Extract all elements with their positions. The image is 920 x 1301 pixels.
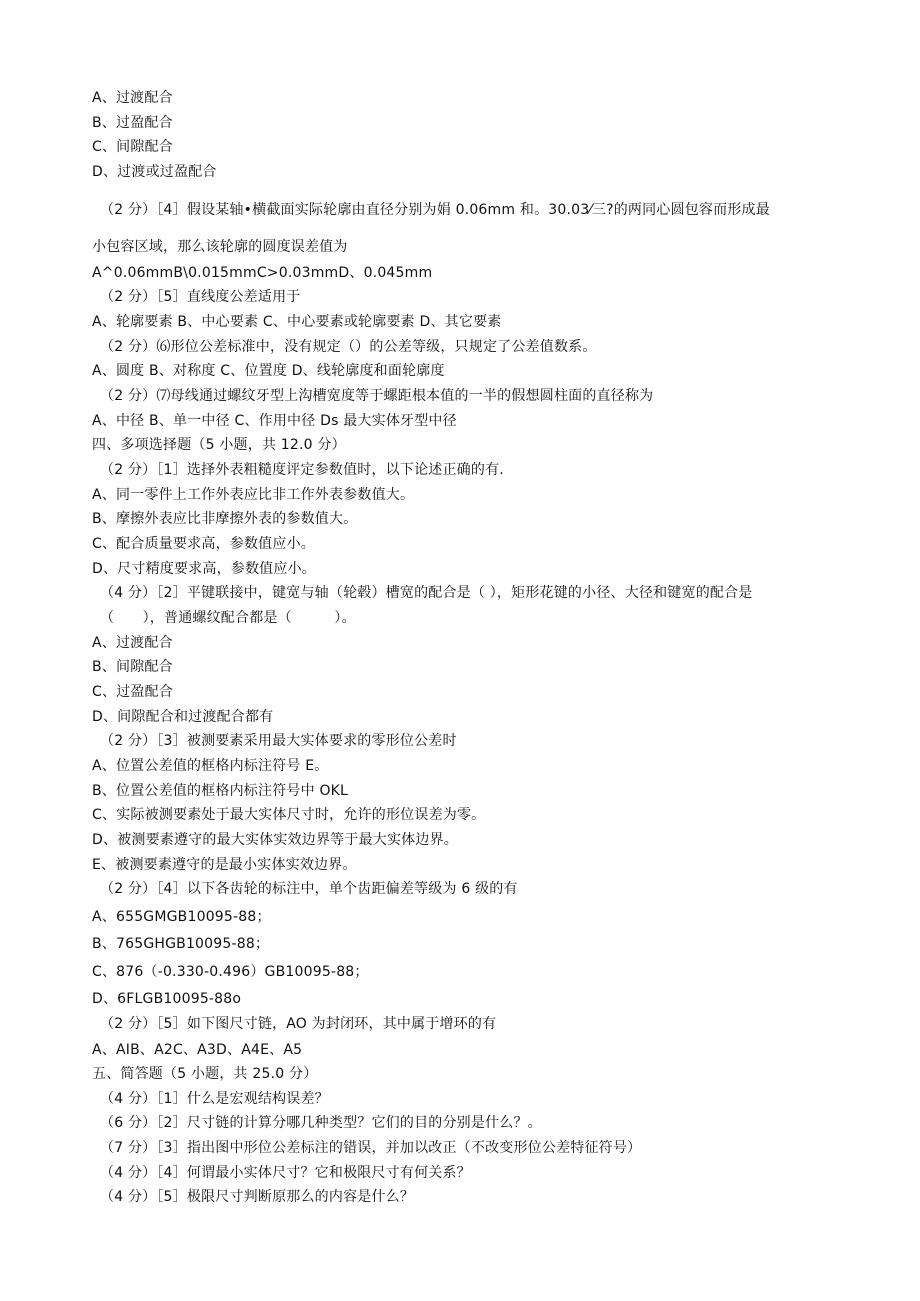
question-max-material: （2 分）［3］被测要素采用最大实体要求的零形位公差时 <box>100 733 457 749</box>
question-roughness: （2 分）［1］选择外表粗糙度评定参数值时，以下论述正确的有. <box>100 462 504 478</box>
option-c-clearance-fit: C、间隙配合 <box>92 139 173 155</box>
short-answer-4: （4 分）［4］何谓最小实体尺寸？它和极限尺寸有何关系？ <box>100 1165 471 1181</box>
question-gear-tolerance: （2 分）［4］以下各齿轮的标注中，单个齿距偏差等级为 6 级的有 <box>100 881 518 897</box>
gear-option-d: D、6FLGB10095-88o <box>92 991 242 1007</box>
roughness-option-d: D、尺寸精度要求高，参数值应小。 <box>92 561 316 577</box>
question-straightness: （2 分）［5］直线度公差适用于 <box>100 289 301 305</box>
question-thread-diameter: （2 分）⑺母线通过螺纹牙型上沟槽宽度等于螺距根本值的一半的假想圆柱面的直径称为 <box>100 388 654 404</box>
key-fit-option-c: C、过盈配合 <box>92 684 173 700</box>
straightness-options: A、轮廓要素 B、中心要素 C、中心要素或轮廓要素 D、其它要素 <box>92 314 502 330</box>
max-material-option-b: B、位置公差值的框格内标注符号中 OKL <box>92 783 349 799</box>
question-key-fit-cont: （ ），普通螺纹配合都是（ ）。 <box>100 610 356 626</box>
max-material-option-a: A、位置公差值的框格内标注符号 E。 <box>92 758 329 774</box>
question-tolerance-grade: （2 分）⑹形位公差标准中，没有规定（）的公差等级，只规定了公差值数系。 <box>100 339 597 355</box>
max-material-option-e: E、被测要素遵守的是最小实体实效边界。 <box>92 857 357 873</box>
option-a-transition-fit: A、过渡配合 <box>92 90 173 106</box>
gear-option-c: C、876（-0.330-0.496）GB10095-88； <box>92 964 369 980</box>
question-dimension-chain: （2 分）［5］如下图尺寸链，AO 为封闭环，其中属于增环的有 <box>100 1016 497 1032</box>
key-fit-option-a: A、过渡配合 <box>92 635 173 651</box>
max-material-option-c: C、实际被测要素处于最大实体尺寸时，允许的形位误差为零。 <box>92 807 486 823</box>
key-fit-option-b: B、间隙配合 <box>92 659 173 675</box>
thread-diameter-options: A、中径 B、单一中径 C、作用中径 Ds 最大实体牙型中径 <box>92 413 457 429</box>
short-answer-3: （7 分）［3］指出图中形位公差标注的错误，并加以改正（不改变形位公差特征符号） <box>100 1140 642 1156</box>
roughness-option-a: A、同一零件上工作外表应比非工作外表参数值大。 <box>92 487 415 503</box>
question-roundness-error-cont: 小包容区域，那么该轮廓的圆度误差值为 <box>92 239 348 255</box>
roughness-option-c: C、配合质量要求高，参数值应小。 <box>92 536 315 552</box>
roundness-options: A^0.06mmB\0.015mmC>0.03mmD、0.045mm <box>92 265 433 281</box>
option-d-transition-or-interference: D、过渡或过盈配合 <box>92 164 217 180</box>
gear-option-a: A、655GMGB10095-88； <box>92 909 271 925</box>
short-answer-5: （4 分）［5］极限尺寸判断原那么的内容是什么？ <box>100 1189 415 1205</box>
key-fit-option-d: D、间隙配合和过渡配合都有 <box>92 709 274 725</box>
dimension-chain-options: A、AIB、A2C、A3D、A4E、A5 <box>92 1042 303 1058</box>
section-multiple-choice: 四、多项选择题（5 小题，共 12.0 分） <box>92 437 346 453</box>
max-material-option-d: D、被测要素遵守的最大实体实效边界等于最大实体边界。 <box>92 832 458 848</box>
short-answer-2: （6 分）［2］尺寸链的计算分哪几种类型？它们的目的分别是什么？。 <box>100 1115 542 1131</box>
gear-option-b: B、765GHGB10095-88； <box>92 936 270 952</box>
question-key-fit: （4 分）［2］平键联接中，键宽与轴（轮毂）槽宽的配合是（ ），矩形花键的小径、大径和键宽的配合是 <box>100 585 753 601</box>
tolerance-grade-options: A、圆度 B、对称度 C、位置度 D、线轮廓度和面轮廓度 <box>92 363 445 379</box>
option-b-interference-fit: B、过盈配合 <box>92 115 173 131</box>
roughness-option-b: B、摩擦外表应比非摩擦外表的参数值大。 <box>92 511 358 527</box>
short-answer-1: （4 分）［1］什么是宏观结构误差？ <box>100 1091 329 1107</box>
question-roundness-error: （2 分）［4］假设某轴•横截面实际轮廓由直径分别为娟 0.06mm 和。30.03⁄三?的两同心圆包容而形成最 <box>100 202 770 218</box>
section-short-answer: 五、简答题（5 小题，共 25.0 分） <box>92 1066 318 1082</box>
